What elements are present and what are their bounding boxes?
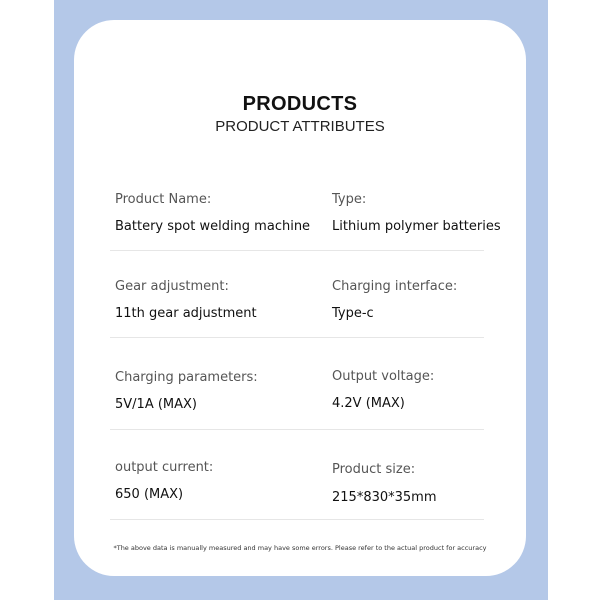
product-size-value: 215*830*35mm (332, 490, 437, 505)
row-divider (110, 519, 484, 520)
output-voltage-label: Output voltage: (332, 369, 435, 384)
gear-adjustment-value: 11th gear adjustment (115, 306, 257, 321)
product-name-label: Product Name: (115, 192, 212, 207)
product-name-value: Battery spot welding machine (115, 219, 311, 234)
accuracy-footnote: *The above data is manually measured and may have some errors. Please refer to the actual product for accuracy (113, 544, 487, 552)
charging-interface-label: Charging interface: (332, 279, 458, 294)
row-divider (110, 337, 484, 338)
page-subtitle: PRODUCT ATTRIBUTES (215, 118, 385, 135)
charging-parameters-label: Charging parameters: (115, 370, 258, 385)
row-divider (110, 429, 484, 430)
type-label: Type: (332, 192, 367, 207)
product-size-label: Product size: (332, 462, 416, 477)
gear-adjustment-label: Gear adjustment: (115, 279, 229, 294)
output-voltage-value: 4.2V (MAX) (332, 396, 405, 411)
type-value: Lithium polymer batteries (332, 219, 501, 234)
row-divider (110, 250, 484, 251)
output-current-value: 650 (MAX) (115, 487, 184, 502)
charging-interface-value: Type-c (332, 306, 374, 321)
output-current-label: output current: (115, 460, 214, 475)
attributes-card (74, 20, 526, 576)
page-title: PRODUCTS (242, 93, 358, 115)
charging-parameters-value: 5V/1A (MAX) (115, 397, 197, 412)
